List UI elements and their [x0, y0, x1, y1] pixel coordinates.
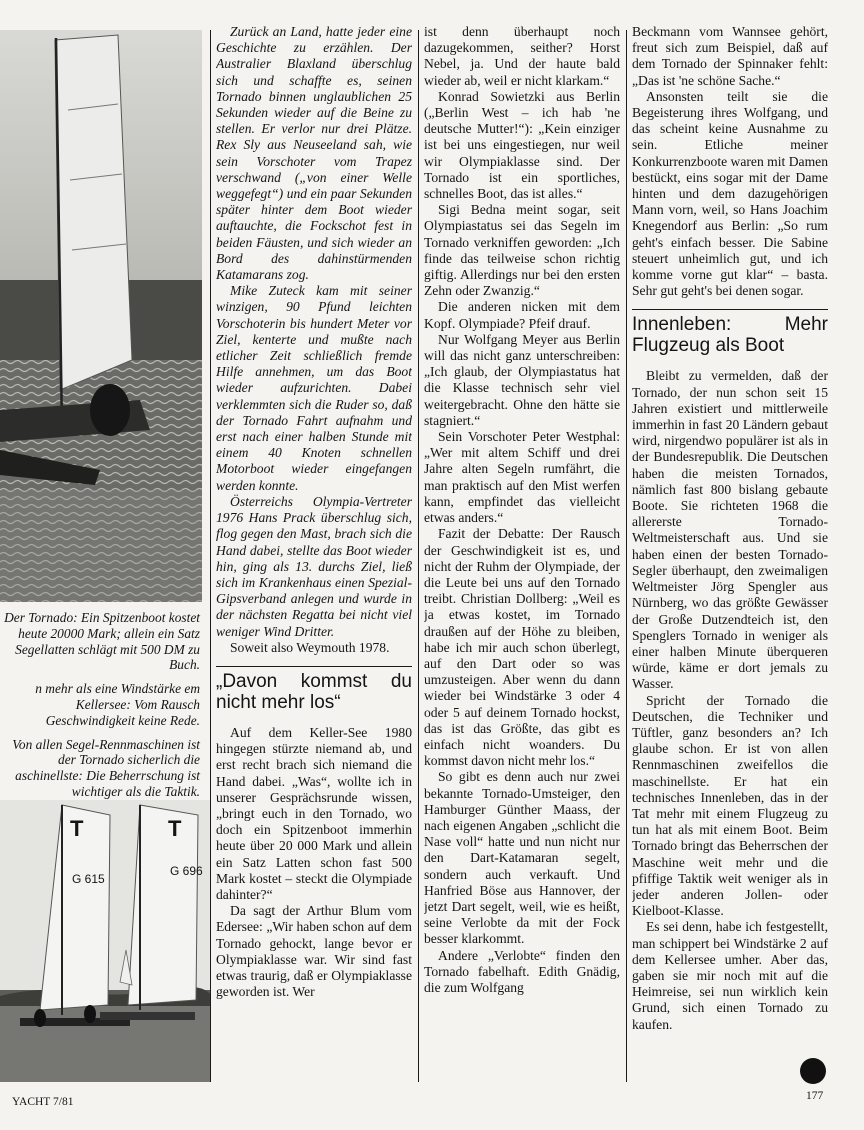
col3-paragraph-7: Fazit der Debatte: Der Rausch der Geschwindigkeit ist es, und nicht der Ruhm der Olympiade, der die Leute bei uns auf den Tornado treibt. Christian Dollberg: „Weil es ja etwas kostet, im Tornado draußen auf der Höhe zu bleiben, habe ich mir auch schon überlegt, auf den Dart oder so was umzusteigen. Aber wenn du dann wieder bei Windstärke 3 oder 4 oder 5 auf deinem Tornado hockst, das ist das Größte, das gibt es einfach nicht woanders. Du kommst davon nicht mehr los.“	[424, 526, 620, 769]
col3-paragraph-9: Andere „Verlobte“ finden den Tornado fabelhaft. Edith Gnädig, die zum Wolfgang	[424, 947, 620, 995]
sail-number-1: G 615	[72, 872, 105, 886]
column-4	[632, 24, 828, 1094]
column-rule-3	[626, 30, 627, 1082]
column-rule-1	[210, 30, 211, 1082]
photo-tornado-pair	[0, 800, 210, 1082]
column-3	[424, 24, 620, 1094]
col4-paragraph-b3: Es sei denn, habe ich festgestellt, man schippert bei Windstärke 2 auf dem Kellersee umher. Aber das, gaben sie mir noch mit auf die Heimreise, sei nun wirklich kein Grund, sich einen Tornado zu kaufen.	[632, 919, 828, 1032]
col3-paragraph-1: ist denn überhaupt noch dazugekommen, seither? Horst Nebel, ja. Und der haute bald wieder ab, weil er nicht klarkam.“	[424, 24, 620, 88]
caption-block	[0, 610, 200, 808]
photo-tornado-capsize	[0, 30, 202, 602]
footer-page-number: 177	[806, 1090, 824, 1102]
end-of-article-emblem	[800, 1058, 826, 1084]
photo-tornado-capsize-image	[0, 30, 202, 602]
column-2	[216, 24, 412, 1094]
caption-3: Von allen Segel-Rennmaschinen ist der Tornado sicherlich die aschinellste: Die Beherrschung ist wichtiger als die Taktik.	[12, 736, 200, 799]
photo-tornado-pair-image	[0, 800, 210, 1082]
sail-number-2: G 696	[170, 864, 203, 878]
col4-paragraph-1: Beckmann vom Wannsee gehört, freut sich zum Beispiel, daß auf dem Tornado der Spinnaker fehlt: „Das ist 'ne schöne Sache.“	[632, 24, 828, 88]
col3-paragraph-4: Die anderen nicken mit dem Kopf. Olympiade? Pfeif drauf.	[424, 299, 620, 331]
col2-paragraph-3: Österreichs Olympia-Vertreter 1976 Hans Prack überschlug sich, flog gegen den Mast, brach sich die Hand dabei, stellte das Boot wieder hin, ging als 13. durchs Ziel, ließ sich im Krankenhaus einen Spezial-Gipsverband anlegen und wurde in der nächsten Regatta bei nicht viel weniger Wind Dritter.	[216, 493, 412, 639]
col3-paragraph-6: Sein Vorschoter Peter Westphal: „Wer mit altem Schiff und drei Jahre alten Segeln rumfährt, die man praktisch auf den Mist werfen kann, empfindet das vielleicht etwas anders.“	[424, 429, 620, 526]
col2-closing: Soweit also Weymouth 1978.	[230, 639, 390, 655]
sail-class-mark-2: T	[168, 816, 182, 841]
col4-headline: Innenleben: Mehr Flugzeug als Boot	[632, 309, 828, 356]
col3-paragraph-3: Sigi Bedna meint sogar, seit Olympiastatus sei das Segeln im Tornado verkniffen geworden: „Ich finde das teilweise schon richtig giftig. Allerdings nur bei den ersten Zehn oder Zwanzig.“	[424, 202, 620, 299]
col3-paragraph-2: Konrad Sowietzki aus Berlin („Berlin West – ich hab 'ne deutsche Mutter!“): „Kein einziger ist bei uns eingestiegen, nur weil wir Olympiaklasse sind. Der Tornado ist ein sportliches, schnelles Boot, das ist alles.“	[424, 88, 620, 202]
col2-paragraph-b1: Auf dem Keller-See 1980 hingegen stürzte niemand ab, und erst recht brach sich niemand die Hand dabei. „Was“, wollte ich in unserer Gesprächsrunde wissen, „bringt euch in den Tornado, wo doch ein Spitzenboot immerhin heute über 20 000 Mark und allein ein Satz Latten schon fast 500 Mark kostet – steckt die Olympiade dahinter?“	[216, 724, 412, 902]
col2-paragraph-b2: Da sagt der Arthur Blum vom Edersee: „Wir haben schon auf dem Tornado gehockt, lange bevor er Olympiaklasse war. Wir sind fast etwas traurig, daß er Olympiaklasse geworden ist. Wer	[216, 903, 412, 1000]
caption-2: n mehr als eine Windstärke em Kellersee: Vom Rausch Geschwindigkeit keine Rede.	[35, 681, 200, 728]
col2-paragraph-1: Zurück an Land, hatte jeder eine Geschichte zu erzählen. Der Australier Blaxland überschlug sich und schaffte es, seinen Tornado binnen unglaublichen 25 Sekunden wieder auf die Beine zu stellen. Er verlor nur drei Plätze. Rex Sly aus Neuseeland sah, wie sein Vorschoter vom Trapez verschwand („von einer Welle weggefegt“) und ein paar Sekunden später hinter dem Boot wieder auftauchte, die Fockschot fest in beiden Fäusten, und sich wieder an Bord des dahinstürmenden Katamarans zog.	[216, 24, 412, 283]
column-rule-2	[418, 30, 419, 1082]
col3-paragraph-5: Nur Wolfgang Meyer aus Berlin will das nicht ganz unterschreiben: „Ich glaub, der Olympiastatus hat die Klasse technisch sehr viel weitergebracht. Ohne den hätte sie stagniert.“	[424, 331, 620, 428]
col4-paragraph-b2: Spricht der Tornado die Deutschen, die Techniker und Tüftler, ganz besonders an? Ich glaube schon. Er ist von allen Rennmaschinen zweifellos die maschinellste. Er hat ein technisches Innenleben, das in der Tat mehr mit einem Flugzeug zu tun hat als mit einem Boot. Beim Tornado bringt das Beherrschen der Maschine weit mehr und die pfiffige Taktik weit weniger als in jeder anderen Jollen- oder Kielboot-Klasse.	[632, 692, 828, 919]
col3-paragraph-8: So gibt es denn auch nur zwei bekannte Tornado-Umsteiger, den Hamburger Günther Maass, der nach eigenen Angaben „schlicht die Nase voll“ hatte und nun nicht nur den Dart-Katamaran segelt, sondern auch verkauft. Und Hanfried Böse aus Hannover, der jetzt Dart segelt, weil, wie es heißt, seine Verlobte da mit der Fock besser klarkommt.	[424, 769, 620, 947]
col4-paragraph-2: Ansonsten teilt sie die Begeisterung ihres Wolfgang, und das scheint keine Ausnahme zu sein. Etliche meiner Konkurrenzboote waren mit Damen bestückt, eins sogar mit der Dame hinten und dem dazugehörigen Mann vorn, weil, so Hans Joachim Knegendorf aus Berlin: „So rum geht's einfach besser. Die Sabine steuert unheimlich gut, und ich komme vorne gut klar“ – basta. Sehr gut geht's bei denen sogar.	[632, 88, 828, 299]
footer-magazine: YACHT 7/81	[12, 1096, 74, 1108]
sail-class-mark-1: T	[70, 816, 84, 841]
col2-paragraph-2: Mike Zuteck kam mit seiner winzigen, 90 Pfund leichten Vorschoterin bis hundert Meter vor Ziel, kenterte und mußte nach etlicher Zeit schließlich fremde Hilfe annehmen, um das Boot wieder aufzurichten. Dabei verklemmten sich die Ruder so, daß der Tornado Fahrt aufnahm und erst nach einer halben Stunde mit einem 40 Knoten schnellen Motorboot wieder eingefangen werden konnte.	[216, 283, 412, 493]
col4-paragraph-b1: Bleibt zu vermelden, daß der Tornado, der nun schon seit 15 Jahren existiert und mittlerweile immerhin in fast 20 Ländern gebaut wird, nirgendwo populärer ist als in der Bundesrepublik. Die Deutschen haben die meisten Tornados, nämlich fast 800 bislang gebaute Boote. Sie richteten 1968 die allererste Tornado-Weltmeisterschaft aus. Und sie haben einen der besten Tornado-Segler überhaupt, den zweimaligen Weltmeister Jörg Spengler aus Nürnberg, wo das größte Gewässer der Große Dutzendteich ist, den Spenglers Tornado in weniger als einer halben Minute überqueren würde, käme er dort jemals zu Wasser.	[632, 368, 828, 692]
col2-headline: „Davon kommst du nicht mehr los“	[216, 666, 412, 713]
caption-1: Der Tornado: Ein Spitzenboot kostet heute 20000 Mark; allein ein Satz Segellatten schlägt mit 500 DM zu Buch.	[4, 610, 200, 673]
